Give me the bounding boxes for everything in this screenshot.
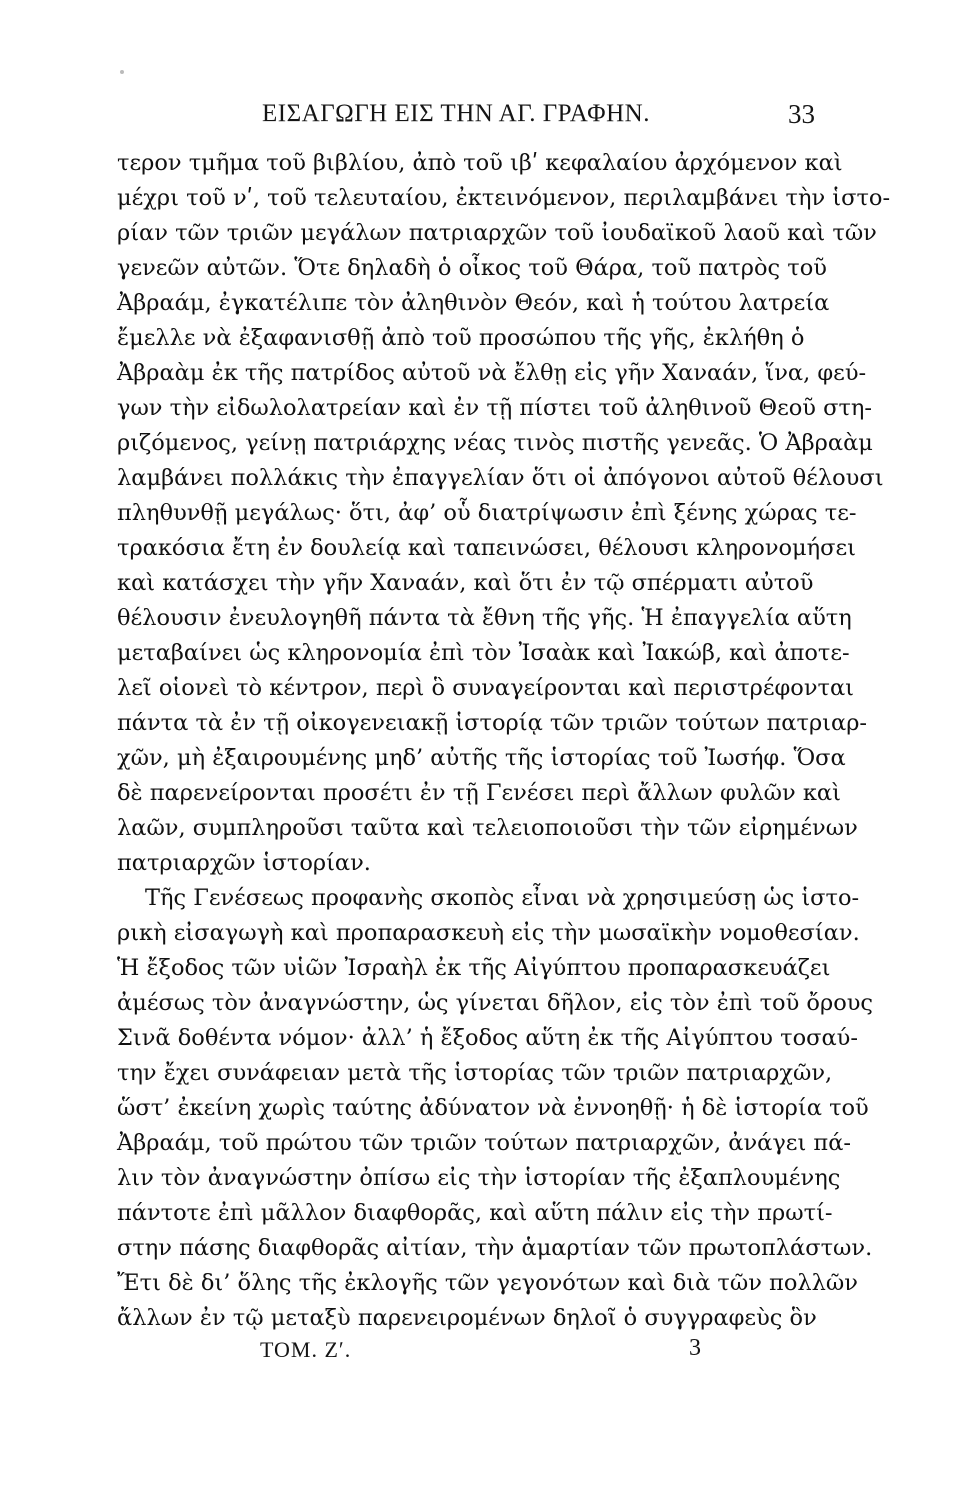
text-line: λαμβάνει πολλάκις τὴν ἐπαγγελίαν ὅτι οἱ ἀπόγονοι αὐτοῦ θέλουσι [117, 465, 884, 491]
text-line: ὥστ’ ἐκείνη χωρὶς ταύτης ἀδύνατον νὰ ἐννοηθῇ· ἡ δὲ ἱστορία τοῦ [117, 1095, 869, 1121]
text-line: γων τὴν εἰδωλολατρείαν καὶ ἐν τῇ πίστει τοῦ ἀληθινοῦ Θεοῦ στη- [117, 395, 873, 421]
speck-mark [120, 70, 124, 74]
text-line: Ἡ ἔξοδος τῶν υἱῶν Ἰσραὴλ ἐκ τῆς Αἰγύπτου προπαρασκευάζει [117, 955, 831, 981]
text-line: Ἀβραάμ, ἐγκατέλιπε τὸν ἀληθινὸν Θεόν, καὶ ἡ τούτου λατρεία [117, 290, 830, 316]
text-line: καὶ κατάσχει τὴν γῆν Χαναάν, καὶ ὅτι ἐν τῷ σπέρματι αὐτοῦ [117, 570, 814, 596]
text-line: τρακόσια ἔτη ἐν δουλείᾳ καὶ ταπεινώσει, θέλουσι κληρονομήσει [117, 535, 856, 561]
text-line: ρίαν τῶν τριῶν μεγάλων πατριαρχῶν τοῦ ἰουδαϊκοῦ λαοῦ καὶ τῶν [117, 220, 877, 246]
text-line: ἀμέσως τὸν ἀναγνώστην, ὡς γίνεται δῆλον, εἰς τὸν ἐπὶ τοῦ ὄρους [117, 990, 874, 1016]
text-line: λαῶν, συμπληροῦσι ταῦτα καὶ τελειοποιοῦσι τὴν τῶν εἰρημένων [117, 815, 858, 841]
running-head: ΕΙΣΑΓΩΓΗ ΕΙΣ ΤΗΝ ΑΓ. ΓΡΑΦΗΝ. [262, 100, 650, 127]
text-line: τερον τμῆμα τοῦ βιβλίου, ἀπὸ τοῦ ιβʹ κεφαλαίου ἀρχόμενον καὶ [117, 150, 843, 176]
text-line: Ἀβραὰμ ἐκ τῆς πατρίδος αὐτοῦ νὰ ἔλθῃ εἰς γῆν Χαναάν, ἵνα, φεύ- [117, 360, 867, 386]
text-line: ρικὴ εἰσαγωγὴ καὶ προπαρασκευὴ εἰς τὴν μωσαϊκὴν νομοθεσίαν. [117, 920, 860, 946]
page-number: 33 [788, 99, 815, 129]
text-line: γενεῶν αὐτῶν. Ὅτε δηλαδὴ ὁ οἶκος τοῦ Θάρα, τοῦ πατρὸς τοῦ [117, 255, 827, 281]
text-line: πάντα τὰ ἐν τῇ οἰκογενειακῇ ἱστορίᾳ τῶν τριῶν τούτων πατριαρ- [117, 710, 868, 736]
text-line: Σινᾶ δοθέντα νόμον· ἀλλ’ ἡ ἔξοδος αὕτη ἐκ τῆς Αἰγύπτου τοσαύ- [117, 1025, 858, 1051]
text-line: ἔμελλε νὰ ἐξαφανισθῇ ἀπὸ τοῦ προσώπου τῆς γῆς, ἐκλήθη ὁ [117, 325, 805, 351]
signature-mark: ΤΟΜ. Ζʹ. [260, 1337, 352, 1362]
text-line: θέλουσιν ἐνευλογηθῆ πάντα τὰ ἔθνη τῆς γῆς. Ἡ ἐπαγγελία αὕτη [117, 605, 852, 631]
text-line: Τῆς Γενέσεως προφανὴς σκοπὸς εἶναι νὰ χρησιμεύσῃ ὡς ἱστο- [145, 885, 860, 911]
text-line: ριζόμενος, γείνῃ πατριάρχης νέας τινὸς πιστῆς γενεᾶς. Ὁ Ἀβραὰμ [117, 430, 873, 456]
text-line: την ἔχει συνάφειαν μετὰ τῆς ἱστορίας τῶν τριῶν πατριαρχῶν, [117, 1060, 833, 1086]
signature-number: 3 [689, 1335, 701, 1361]
text-line: Ἀβραάμ, τοῦ πρώτου τῶν τριῶν τούτων πατριαρχῶν, ἀνάγει πά- [117, 1130, 851, 1156]
text-line: πατριαρχῶν ἱστορίαν. [117, 850, 371, 876]
text-line: ἄλλων ἐν τῷ μεταξὺ παρενειρομένων δηλοῖ ὁ συγγραφεὺς ὃν [117, 1305, 817, 1331]
text-line: λεῖ οἱονεὶ τὸ κέντρον, περὶ ὃ συναγείρονται καὶ περιστρέφονται [117, 675, 854, 701]
text-line: μεταβαίνει ὡς κληρονομία ἐπὶ τὸν Ἰσαὰκ καὶ Ἰακώβ, καὶ ἀποτε- [117, 640, 850, 666]
text-line: πάντοτε ἐπὶ μᾶλλον διαφθορᾶς, καὶ αὕτη πάλιν εἰς τὴν πρωτί- [117, 1200, 833, 1226]
text-line: στην πάσης διαφθορᾶς αἰτίαν, τὴν ἁμαρτίαν τῶν πρωτοπλάστων. [117, 1235, 873, 1261]
text-line: μέχρι τοῦ νʹ, τοῦ τελευταίου, ἐκτεινόμενον, περιλαμβάνει τὴν ἱστο- [117, 185, 891, 211]
text-line: δὲ παρενείρονται προσέτι ἐν τῇ Γενέσει περὶ ἄλλων φυλῶν καὶ [117, 780, 841, 806]
text-line: λιν τὸν ἀναγνώστην ὀπίσω εἰς τὴν ἱστορίαν τῆς ἐξαπλουμένης [117, 1165, 841, 1191]
text-line: Ἔτι δὲ δι’ ὅλης τῆς ἐκλογῆς τῶν γεγονότων καὶ διὰ τῶν πολλῶν [117, 1270, 858, 1296]
text-line: χῶν, μὴ ἐξαιρουμένης μηδ’ αὐτῆς τῆς ἱστορίας τοῦ Ἰωσήφ. Ὅσα [117, 745, 846, 771]
text-line: πληθυνθῇ μεγάλως· ὅτι, ἀφ’ οὗ διατρίψωσιν ἐπὶ ξένης χώρας τε- [117, 500, 857, 526]
